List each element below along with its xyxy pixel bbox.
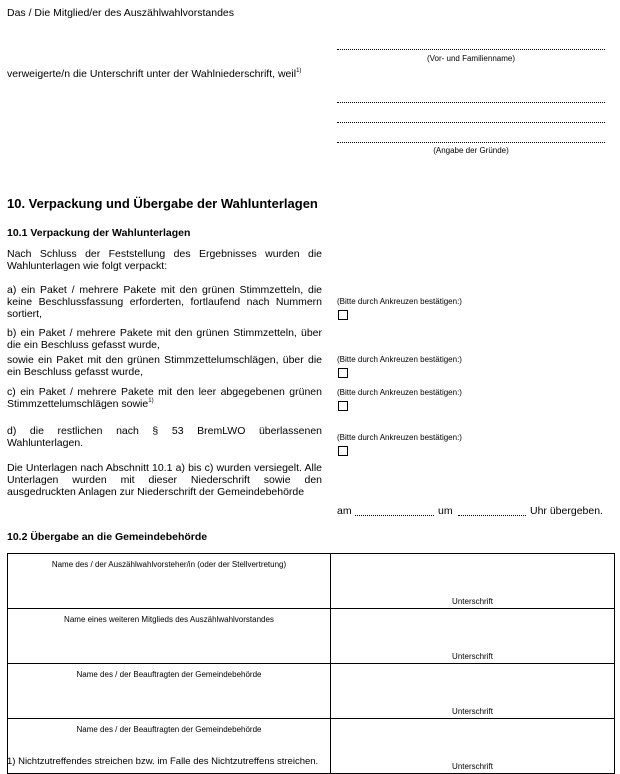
signature-name-cell[interactable] [8,664,331,719]
footnote: 1) Nichtzutreffendes streichen bzw. im Falle des Nichtzutreffens streichen. [7,756,319,767]
signature-sign-cell[interactable] [331,664,615,719]
signature-row [8,664,615,719]
reason-line-2[interactable] [337,122,605,123]
packing-intro: Nach Schluss der Feststellung des Ergebnisses wurden die Wahlunterlagen wie folgt verpackt: [7,248,322,272]
signature-sign-label: Unterschrift [452,652,493,661]
handover-time-field[interactable] [458,515,526,516]
footnote-ref: 1) [296,68,302,74]
confirm-caption-b: (Bitte durch Ankreuzen bestätigen:) [337,355,462,364]
section-10-2-title: 10.2 Übergabe an die Gemeindebehörde [7,531,208,543]
signature-name-label: Name des / der Auszählwahlvorsteher/in (oder der Stellvertretung) [51,560,287,569]
section-10-title: 10. Verpackung und Übergabe der Wahlunterlagen [7,196,318,211]
name-entry-line[interactable] [337,49,605,50]
signature-name-label: Name eines weiteren Mitglieds des Auszählwahlvorstandes [64,615,274,624]
item-a: a) ein Paket / mehrere Pakete mit den grünen Stimmzetteln, die keine Beschlussfassung erforderten, fortlaufend nach Nummern sortiert, [7,284,322,320]
handover-um-label: um [438,505,453,517]
signature-row [8,609,615,664]
signature-sign-label: Unterschrift [452,762,493,771]
signature-sign-label: Unterschrift [452,707,493,716]
section-10-1-title: 10.1 Verpackung der Wahlunterlagen [7,227,191,239]
signature-sign-label: Unterschrift [452,597,493,606]
handover-end-label: Uhr übergeben. [530,505,603,517]
signature-name-cell[interactable] [8,609,331,664]
confirm-caption-d: (Bitte durch Ankreuzen bestätigen:) [337,433,462,442]
checkbox-item-a[interactable] [338,310,348,320]
refused-text: verweigerte/n die Unterschrift unter der Wahlniederschrift, weil$^{1)}$ [7,68,302,80]
confirm-caption-a: (Bitte durch Ankreuzen bestätigen:) [337,297,462,306]
item-b-part2: sowie ein Paket mit den grünen Stimmzettelumschlägen, über die ein Beschluss gefasst wurde, [7,354,322,378]
item-c: c) ein Paket / mehrere Pakete mit den leer abgegebenen grünen Stimmzettelumschlägen sowie$^{1)}$ [7,386,322,410]
name-caption: (Vor- und Familienname) [426,54,516,63]
signature-sign-cell[interactable] [331,719,615,774]
signature-sign-cell[interactable] [331,609,615,664]
item-d: d) die restlichen nach § 53 BremLWO überlassenen Wahlunterlagen. [7,425,322,449]
intro-text: Das / Die Mitglied/er des Auszählwahlvorstandes [7,7,235,19]
signature-name-cell[interactable] [8,554,331,609]
signature-row [8,554,615,609]
handover-text: Die Unterlagen nach Abschnitt 10.1 a) bis c) wurden versiegelt. Alle Unterlagen wurden mit dieser Niederschrift sowie den ausgedruckten Anlagen zur Niederschrift der Gemeindebehörde [7,462,322,498]
checkbox-item-d[interactable] [338,446,348,456]
reason-line-1[interactable] [337,102,605,103]
signature-table [7,553,615,774]
checkbox-item-c[interactable] [338,401,348,411]
confirm-caption-c: (Bitte durch Ankreuzen bestätigen:) [337,388,462,397]
handover-date-field[interactable] [355,515,434,516]
handover-am-label: am [337,505,352,517]
checkbox-item-b[interactable] [338,368,348,378]
signature-name-label: Name des / der Beauftragten der Gemeindebehörde [76,670,262,679]
item-b-part1: b) ein Paket / mehrere Pakete mit den grünen Stimmzetteln, über die ein Beschluss gefasst wurde, [7,327,322,351]
reason-caption: (Angabe der Gründe) [433,146,509,155]
signature-name-label: Name des / der Beauftragten der Gemeindebehörde [76,725,262,734]
signature-sign-cell[interactable] [331,554,615,609]
reason-line-3[interactable] [337,142,605,143]
footnote-ref: 1) [148,398,154,404]
